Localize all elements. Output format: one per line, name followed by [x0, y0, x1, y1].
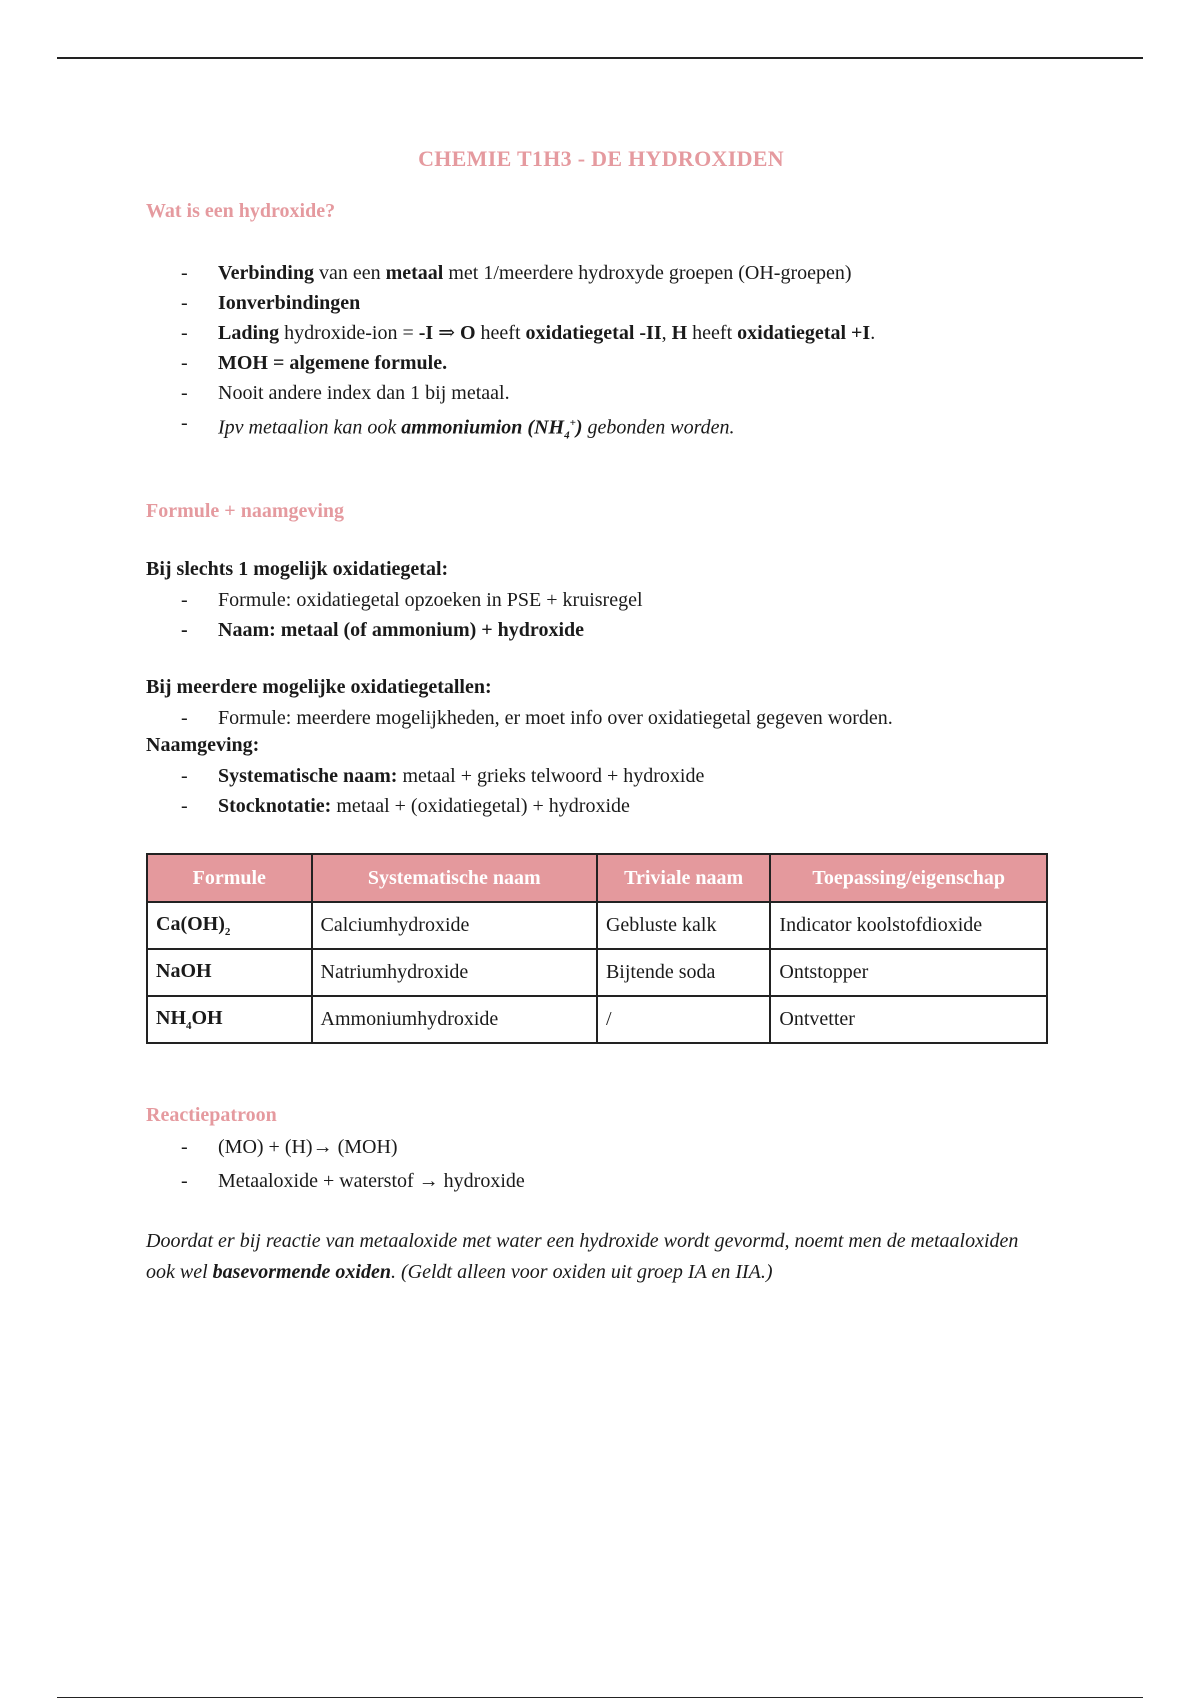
- bullet-dash: -: [181, 1170, 188, 1192]
- column-header-formule: Formule: [147, 854, 312, 902]
- formula-cell: $Ca(OH)_2$: [147, 902, 312, 949]
- list-item: - Ionverbindingen: [146, 288, 875, 318]
- trivial-name-cell: Gebluste kalk: [597, 902, 770, 949]
- section-heading-reaction: Reactiepatroon: [146, 1104, 277, 1126]
- bullet-dash: -: [181, 322, 188, 344]
- list-item: - Verbinding van een metaal met 1/meerdere hydroxyde groepen (OH-groepen): [146, 258, 875, 288]
- bullet-dash: -: [181, 382, 188, 404]
- definition-list: [146, 258, 876, 442]
- list-item: - Nooit andere index dan 1 bij metaal.: [146, 378, 875, 408]
- bullet-dash: -: [181, 765, 188, 787]
- column-header-triviale-naam: Triviale naam: [597, 854, 770, 902]
- section-heading-what-is: Wat is een hydroxide?: [146, 200, 336, 222]
- reaction-list: [146, 1130, 525, 1198]
- section-heading-formula: Formule + naamgeving: [146, 500, 345, 522]
- single-oxidation-list: [146, 585, 643, 645]
- trivial-name-cell: /: [597, 996, 770, 1043]
- list-item: - (MO) + (H)→ (MOH): [146, 1130, 525, 1164]
- bullet-dash: -: [181, 707, 188, 729]
- list-item: - Lading hydroxide-ion = -I ⇒ O heeft oxidatiegetal -II, H heeft oxidatiegetal +I.: [146, 318, 875, 348]
- trivial-name-cell: Bijtende soda: [597, 949, 770, 996]
- formula-cell: NaOH: [147, 949, 312, 996]
- multi-oxidation-heading: Bij meerdere mogelijke oxidatiegetallen:: [146, 676, 492, 698]
- bullet-dash: -: [181, 262, 188, 284]
- bullet-dash: -: [181, 292, 188, 314]
- page-title: CHEMIE T1H3 - DE HYDROXIDEN: [418, 146, 784, 171]
- table-row: [147, 996, 1047, 1043]
- table-row: [147, 949, 1047, 996]
- column-header-toepassing: Toepassing/eigenschap: [770, 854, 1047, 902]
- hydroxide-table: [146, 853, 1048, 1044]
- bullet-dash: -: [181, 795, 188, 817]
- use-cell: Indicator koolstofdioxide: [770, 902, 1047, 949]
- summary-paragraph: Doordat er bij reactie van metaaloxide met water een hydroxide wordt gevormd, noemt men de metaaloxiden ook wel basevormende oxiden. (Geldt alleen voor oxiden uit groep IA en IIA.): [146, 1230, 1019, 1283]
- bottom-rule: [57, 1697, 1143, 1698]
- list-item: - Metaaloxide + waterstof → hydroxide: [146, 1164, 525, 1198]
- table-header-row: [147, 854, 1047, 902]
- list-item: - Stocknotatie: metaal + (oxidatiegetal) + hydroxide: [146, 791, 704, 821]
- use-cell: Ontvetter: [770, 996, 1047, 1043]
- list-item: - Naam: metaal (of ammonium) + hydroxide: [146, 615, 643, 645]
- systematic-name-cell: Calciumhydroxide: [312, 902, 597, 949]
- naming-list: [146, 761, 704, 821]
- formula-cell: $NH_4OH$: [147, 996, 312, 1043]
- bullet-dash: -: [181, 352, 188, 374]
- naming-heading: Naamgeving:: [146, 734, 260, 756]
- list-item: - Systematische naam: metaal + grieks telwoord + hydroxide: [146, 761, 704, 791]
- bullet-dash: -: [181, 619, 188, 641]
- table-row: [147, 902, 1047, 949]
- list-item: - Formule: oxidatiegetal opzoeken in PSE + kruisregel: [146, 585, 643, 615]
- bullet-dash: -: [181, 412, 188, 434]
- use-cell: Ontstopper: [770, 949, 1047, 996]
- multi-oxidation-list: [146, 703, 893, 733]
- list-item: - Ipv metaalion kan ook ammoniumion $(NH_4^+)$ gebonden worden.: [146, 408, 875, 438]
- bullet-dash: -: [181, 1136, 188, 1158]
- top-rule: [57, 57, 1143, 59]
- list-item: - MOH = algemene formule.: [146, 348, 875, 378]
- systematic-name-cell: Natriumhydroxide: [312, 949, 597, 996]
- list-item: - Formule: meerdere mogelijkheden, er moet info over oxidatiegetal gegeven worden.: [146, 703, 893, 733]
- column-header-systematische-naam: Systematische naam: [312, 854, 597, 902]
- systematic-name-cell: Ammoniumhydroxide: [312, 996, 597, 1043]
- bullet-dash: -: [181, 589, 188, 611]
- single-oxidation-heading: Bij slechts 1 mogelijk oxidatiegetal:: [146, 558, 449, 580]
